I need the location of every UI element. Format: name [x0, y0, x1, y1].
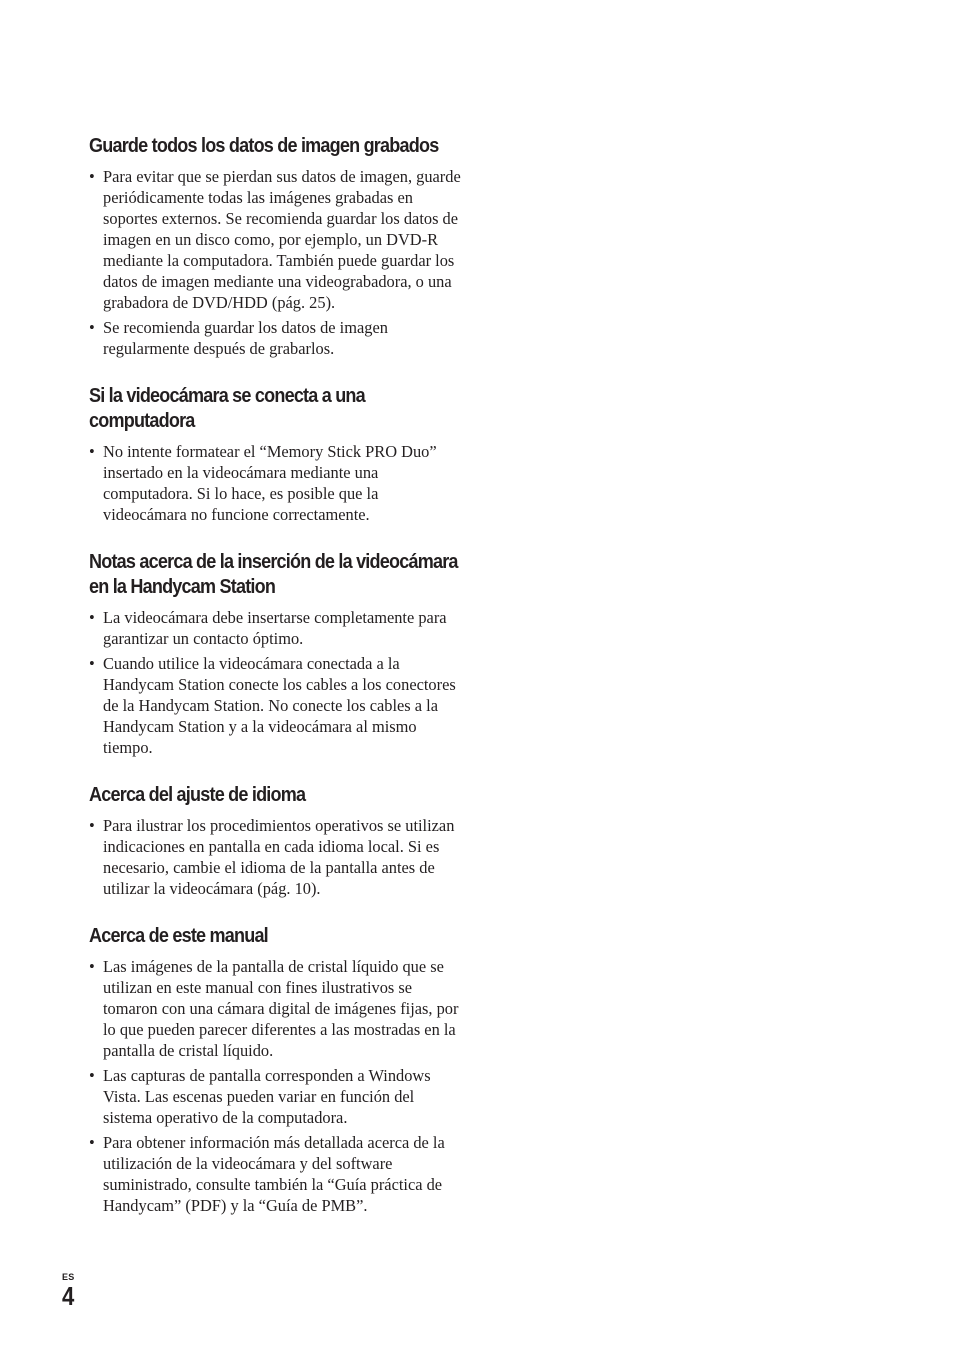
list-item: [89, 317, 461, 359]
list-item: [89, 653, 461, 758]
list-item: [89, 441, 461, 525]
bullet-list: [89, 815, 461, 899]
bullet-icon: •: [89, 1133, 95, 1152]
section-save-image-data: [89, 133, 461, 359]
list-item-text: Las imágenes de la pantalla de cristal líquido que se utilizan en este manual con fines ilustrativos se tomaron con una cámara digital de imágenes fijas, por lo que pueden parecer diferentes a las mostradas en la pantalla de cristal líquido.: [103, 957, 459, 1060]
bullet-icon: •: [89, 608, 95, 627]
bullet-icon: •: [89, 442, 95, 461]
section-handycam-station: [89, 549, 461, 758]
section-heading: Notas acerca de la inserción de la videocámara en la Handycam Station: [89, 550, 458, 598]
bullet-list: [89, 441, 461, 525]
bullet-list: [89, 166, 461, 359]
section-heading: Acerca del ajuste de idioma: [89, 783, 306, 806]
list-item-text: No intente formatear el “Memory Stick PRO Duo” insertado en la videocámara mediante una computadora. Si lo hace, es posible que la videocámara no funcione correctamente.: [103, 442, 437, 524]
list-item: [89, 1065, 461, 1128]
section-computer-connection: [89, 383, 461, 525]
list-item-text: La videocámara debe insertarse completamente para garantizar un contacto óptimo.: [103, 608, 447, 648]
page-marker: [62, 1272, 76, 1310]
list-item: [89, 607, 461, 649]
list-item-text: Para evitar que se pierdan sus datos de imagen, guarde periódicamente todas las imágenes grabadas en soportes externos. Se recomienda guardar los datos de imagen en un disco como, por ejemplo, un DVD-R mediante la computadora. También puede guardar los datos de imagen mediante una videograbadora, o una grabadora de DVD/HDD (pág. 25).: [103, 167, 461, 312]
section-heading: Si la videocámara se conecta a una computadora: [89, 384, 365, 432]
bullet-icon: •: [89, 1066, 95, 1085]
bullet-icon: •: [89, 816, 95, 835]
bullet-icon: •: [89, 318, 95, 337]
main-column: [89, 133, 461, 1220]
list-item-text: Se recomienda guardar los datos de imagen regularmente después de grabarlos.: [103, 318, 388, 358]
list-item-text: Para obtener información más detallada acerca de la utilización de la videocámara y del software suministrado, consulte también la “Guía práctica de Handycam” (PDF) y la “Guía de PMB”.: [103, 1133, 445, 1215]
bullet-list: [89, 607, 461, 758]
bullet-icon: •: [89, 957, 95, 976]
page-number: 4: [62, 1281, 75, 1311]
bullet-icon: •: [89, 654, 95, 673]
section-heading: Acerca de este manual: [89, 924, 268, 947]
bullet-icon: •: [89, 167, 95, 186]
list-item: [89, 815, 461, 899]
section-about-manual: [89, 923, 461, 1216]
list-item-text: Las capturas de pantalla corresponden a Windows Vista. Las escenas pueden variar en función del sistema operativo de la computadora.: [103, 1066, 431, 1127]
list-item-text: Para ilustrar los procedimientos operativos se utilizan indicaciones en pantalla en cada idioma local. Si es necesario, cambie el idioma de la pantalla antes de utilizar la videocámara (pág. 10).: [103, 816, 455, 898]
language-code: ES: [62, 1272, 75, 1282]
section-heading: Guarde todos los datos de imagen grabados: [89, 134, 439, 157]
list-item: [89, 956, 461, 1061]
list-item: [89, 1132, 461, 1216]
bullet-list: [89, 956, 461, 1216]
list-item-text: Cuando utilice la videocámara conectada a la Handycam Station conecte los cables a los conectores de la Handycam Station. No conecte los cables a la Handycam Station y a la videocámara al mismo tiempo.: [103, 654, 456, 757]
section-language-setting: [89, 782, 461, 899]
list-item: [89, 166, 461, 313]
